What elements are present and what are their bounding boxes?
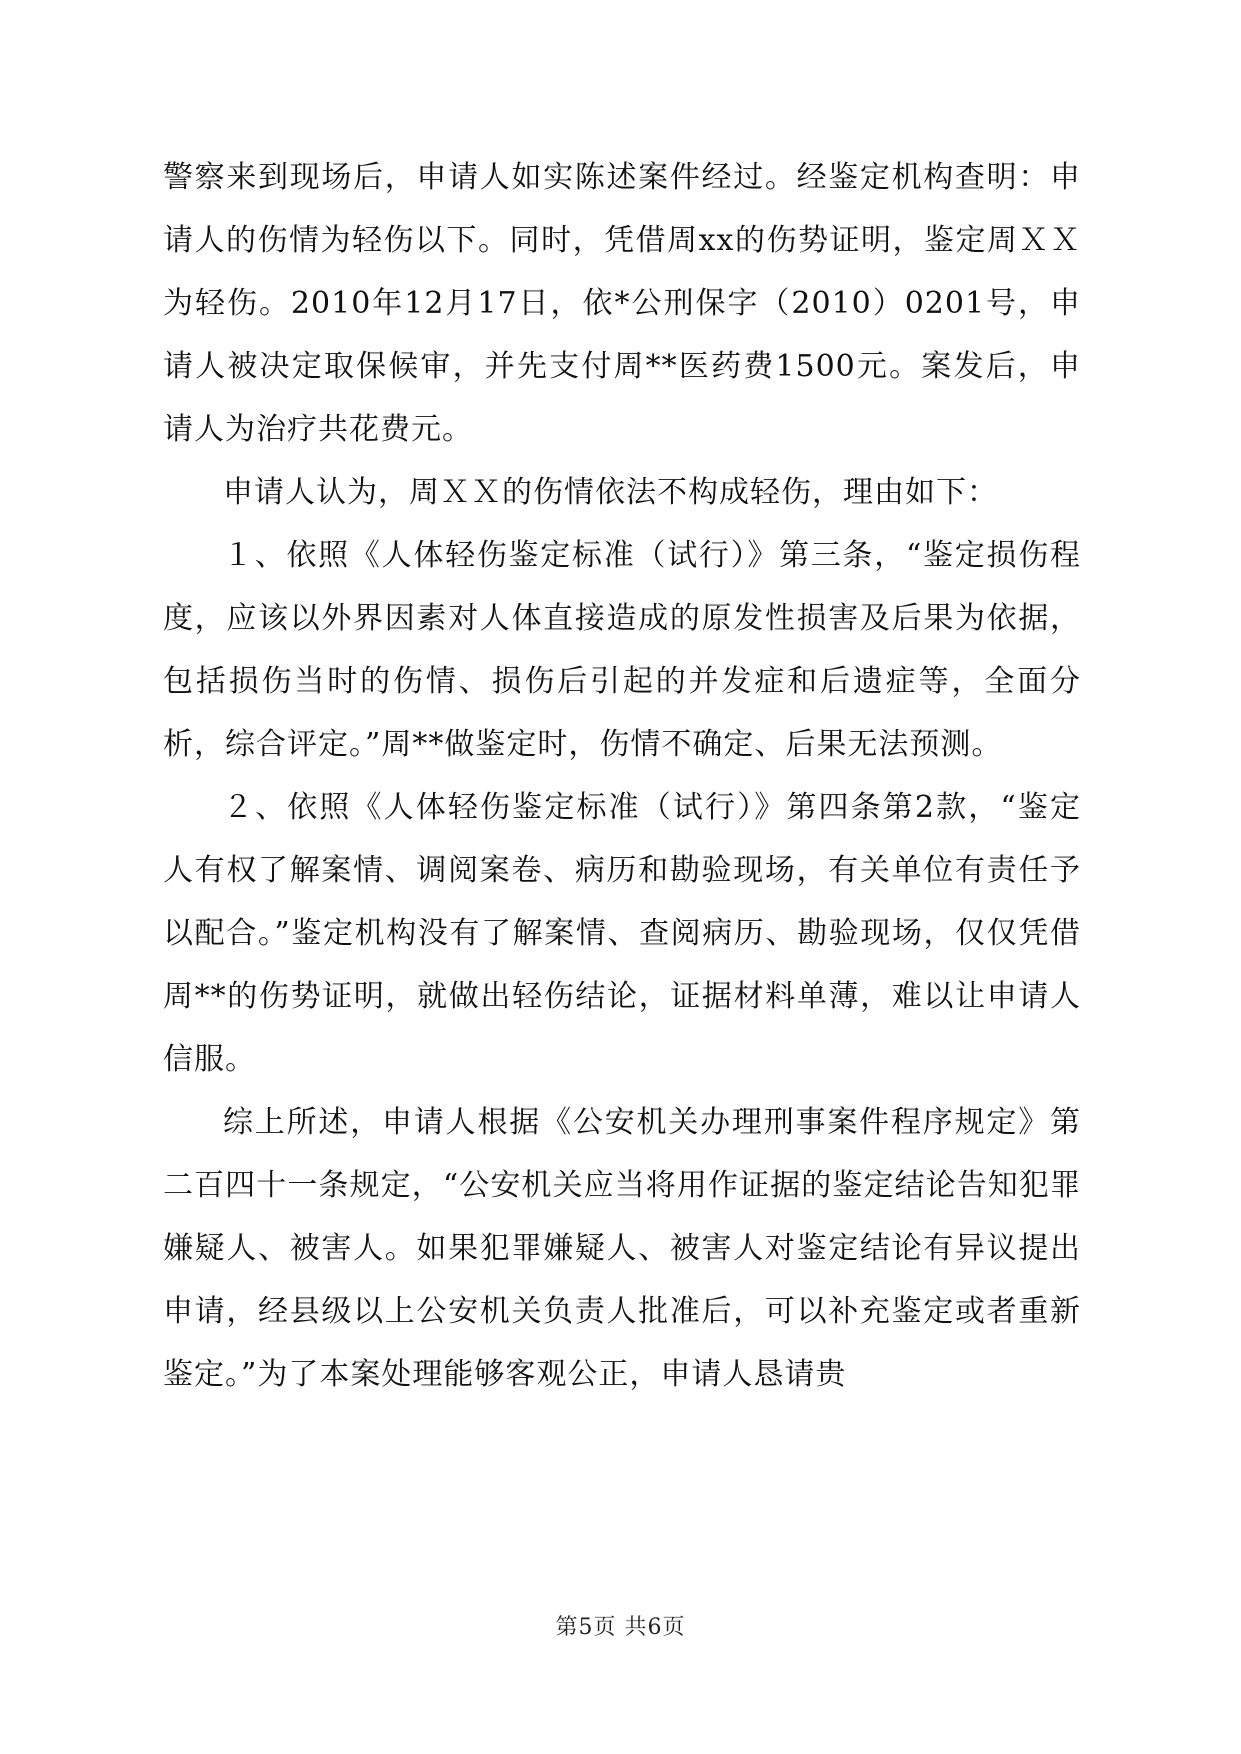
- paragraph-conclusion: 综上所述，申请人根据《公安机关办理刑事案件程序规定》第二百四十一条规定，“公安机关应当将用作证据的鉴定结论告知犯罪嫌疑人、被害人。如果犯罪嫌疑人、被害人对鉴定结论有异议提出申请，经县级以上公安机关负责人批准后，可以补充鉴定或者重新鉴定。”为了本案处理能够客观公正，申请人恳请贵: [163, 1105, 1081, 1392]
- paragraph-applicant-opinion: 申请人认为，周ＸＸ的伤情依法不构成轻伤，理由如下：: [223, 475, 998, 510]
- paragraph-case-facts: 警察来到现场后，申请人如实陈述案件经过。经鉴定机构查明：申请人的伤情为轻伤以下。同时，凭借周xx的伤势证明，鉴定周ＸＸ为轻伤。2010年12月17日，依*公刑保字（2010）0201号，申请人被决定取保候审，并先支付周**医药费1500元。案发后，申请人为治疗共花费元。: [163, 160, 1081, 447]
- paragraph-reason-1: １、依照《人体轻伤鉴定标准（试行）》第三条，“鉴定损伤程度，应该以外界因素对人体直接造成的原发性损害及后果为依据，包括损伤当时的伤情、损伤后引起的并发症和后遗症等，全面分析，综合评定。”周**做鉴定时，伤情不确定、后果无法预测。: [163, 538, 1081, 762]
- page-number-footer: 第5页 共6页: [555, 1615, 686, 1640]
- paragraph-reason-2: ２、依照《人体轻伤鉴定标准（试行）》第四条第2款，“鉴定人有权了解案情、调阅案卷、病历和勘验现场，有关单位有责任予以配合。”鉴定机构没有了解案情、查阅病历、勘验现场，仅仅凭借周**的伤势证明，就做出轻伤结论，证据材料单薄，难以让申请人信服。: [163, 790, 1081, 1077]
- document-body: [163, 146, 1081, 1406]
